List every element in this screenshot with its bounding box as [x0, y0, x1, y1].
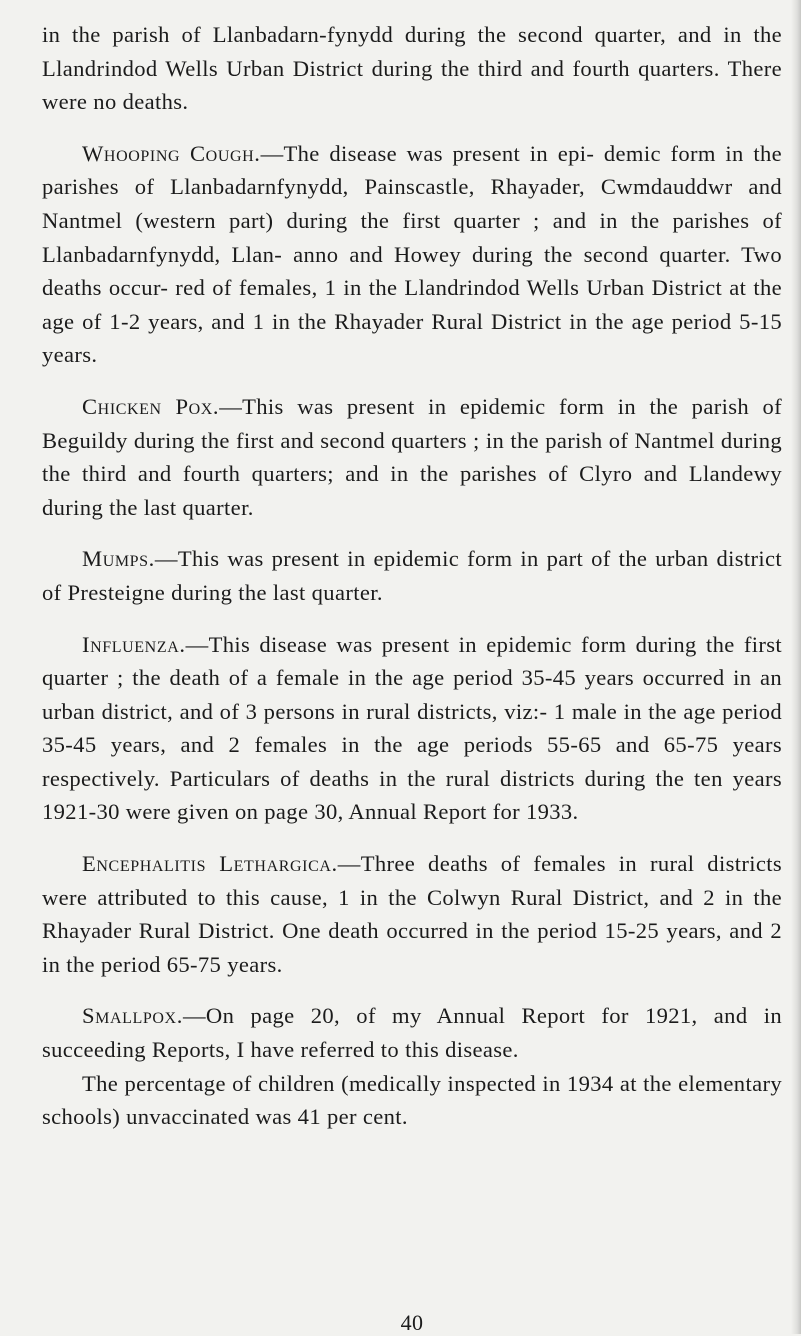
section-heading-chicken-pox: Chicken Pox.	[82, 393, 220, 419]
section-heading-encephalitis-lethargica: Encephalitis Lethargica.	[82, 851, 338, 877]
paragraph-text: —The disease was present in epi- demic form in the parishes of Llanbadarnfynydd, Painscastle, Rhayader, Cwmdauddwr and Nantmel (western part) during the first quarter ; and in the parishes of Llanbadarnfynydd, Llan- anno and Howey during the second quarter. Two deaths occur- red of females, 1 in the Llandrindod Wells Urban District at the age of 1-2 years, and 1 in the Rhayader Rural District in the age period 5-15 years.	[42, 140, 782, 368]
paragraph-text: —This was present in epidemic form in the parish of Beguildy during the first and second quarters ; in the parish of Nantmel during the third and fourth quarters; and in the parishes of Clyro and Llandewy during the last quarter.	[42, 393, 783, 520]
page-edge-shadow	[791, 0, 801, 1334]
section-heading-mumps: Mumps.	[82, 546, 155, 572]
page-number: 40	[400, 1310, 424, 1335]
section-heading-influenza: Influenza.	[82, 631, 186, 657]
section-heading-whooping-cough: Whooping Cough.	[82, 140, 261, 166]
paragraph-encephalitis-lethargica	[42, 847, 782, 981]
paragraph-continuation	[42, 18, 782, 119]
paragraph-text: —This disease was present in epidemic form during the first quarter ; the death of a female in the age period 35-45 years occurred in an urban district, and of 3 persons in rural districts, viz:- 1 male in the age period 35-45 years, and 2 females in the age periods 55-65 and 65-75 years respectively. Particulars of deaths in the rural districts during the ten years 1921-30 were given on page 30, Annual Report for 1933.	[42, 631, 782, 825]
document-page	[42, 18, 783, 1335]
paragraph-text: —On page 20, of my Annual Report for 1921, and in succeeding Reports, I have referred to this disease.	[42, 1003, 782, 1063]
section-heading-smallpox: Smallpox.	[82, 1003, 183, 1029]
paragraph-text: —Three deaths of females in rural districts were attributed to this cause, 1 in the Colwyn Rural District, and 2 in the Rhayader Rural District. One death occurred in the period 15-25 years, and 2 in the period 65-75 years.	[42, 851, 782, 977]
paragraph-whooping-cough	[42, 137, 782, 372]
paragraph-smallpox	[42, 999, 782, 1066]
paragraph-text: The percentage of children (medically inspected in 1934 at the elementary schools) unvaccinated was 41 per cent.	[42, 1070, 782, 1130]
paragraph-influenza	[42, 628, 782, 830]
paragraph-vaccination-percentage	[42, 1067, 782, 1134]
paragraph-chicken-pox	[42, 390, 782, 524]
paragraph-text: in the parish of Llanbadarn-fynydd during the second quarter, and in the Llandrindod Wells Urban District during the third and fourth quarters. There were no deaths.	[42, 22, 782, 115]
paragraph-mumps	[42, 542, 782, 609]
paragraph-text: —This was present in epidemic form in part of the urban district of Presteigne during the last quarter.	[42, 546, 782, 605]
